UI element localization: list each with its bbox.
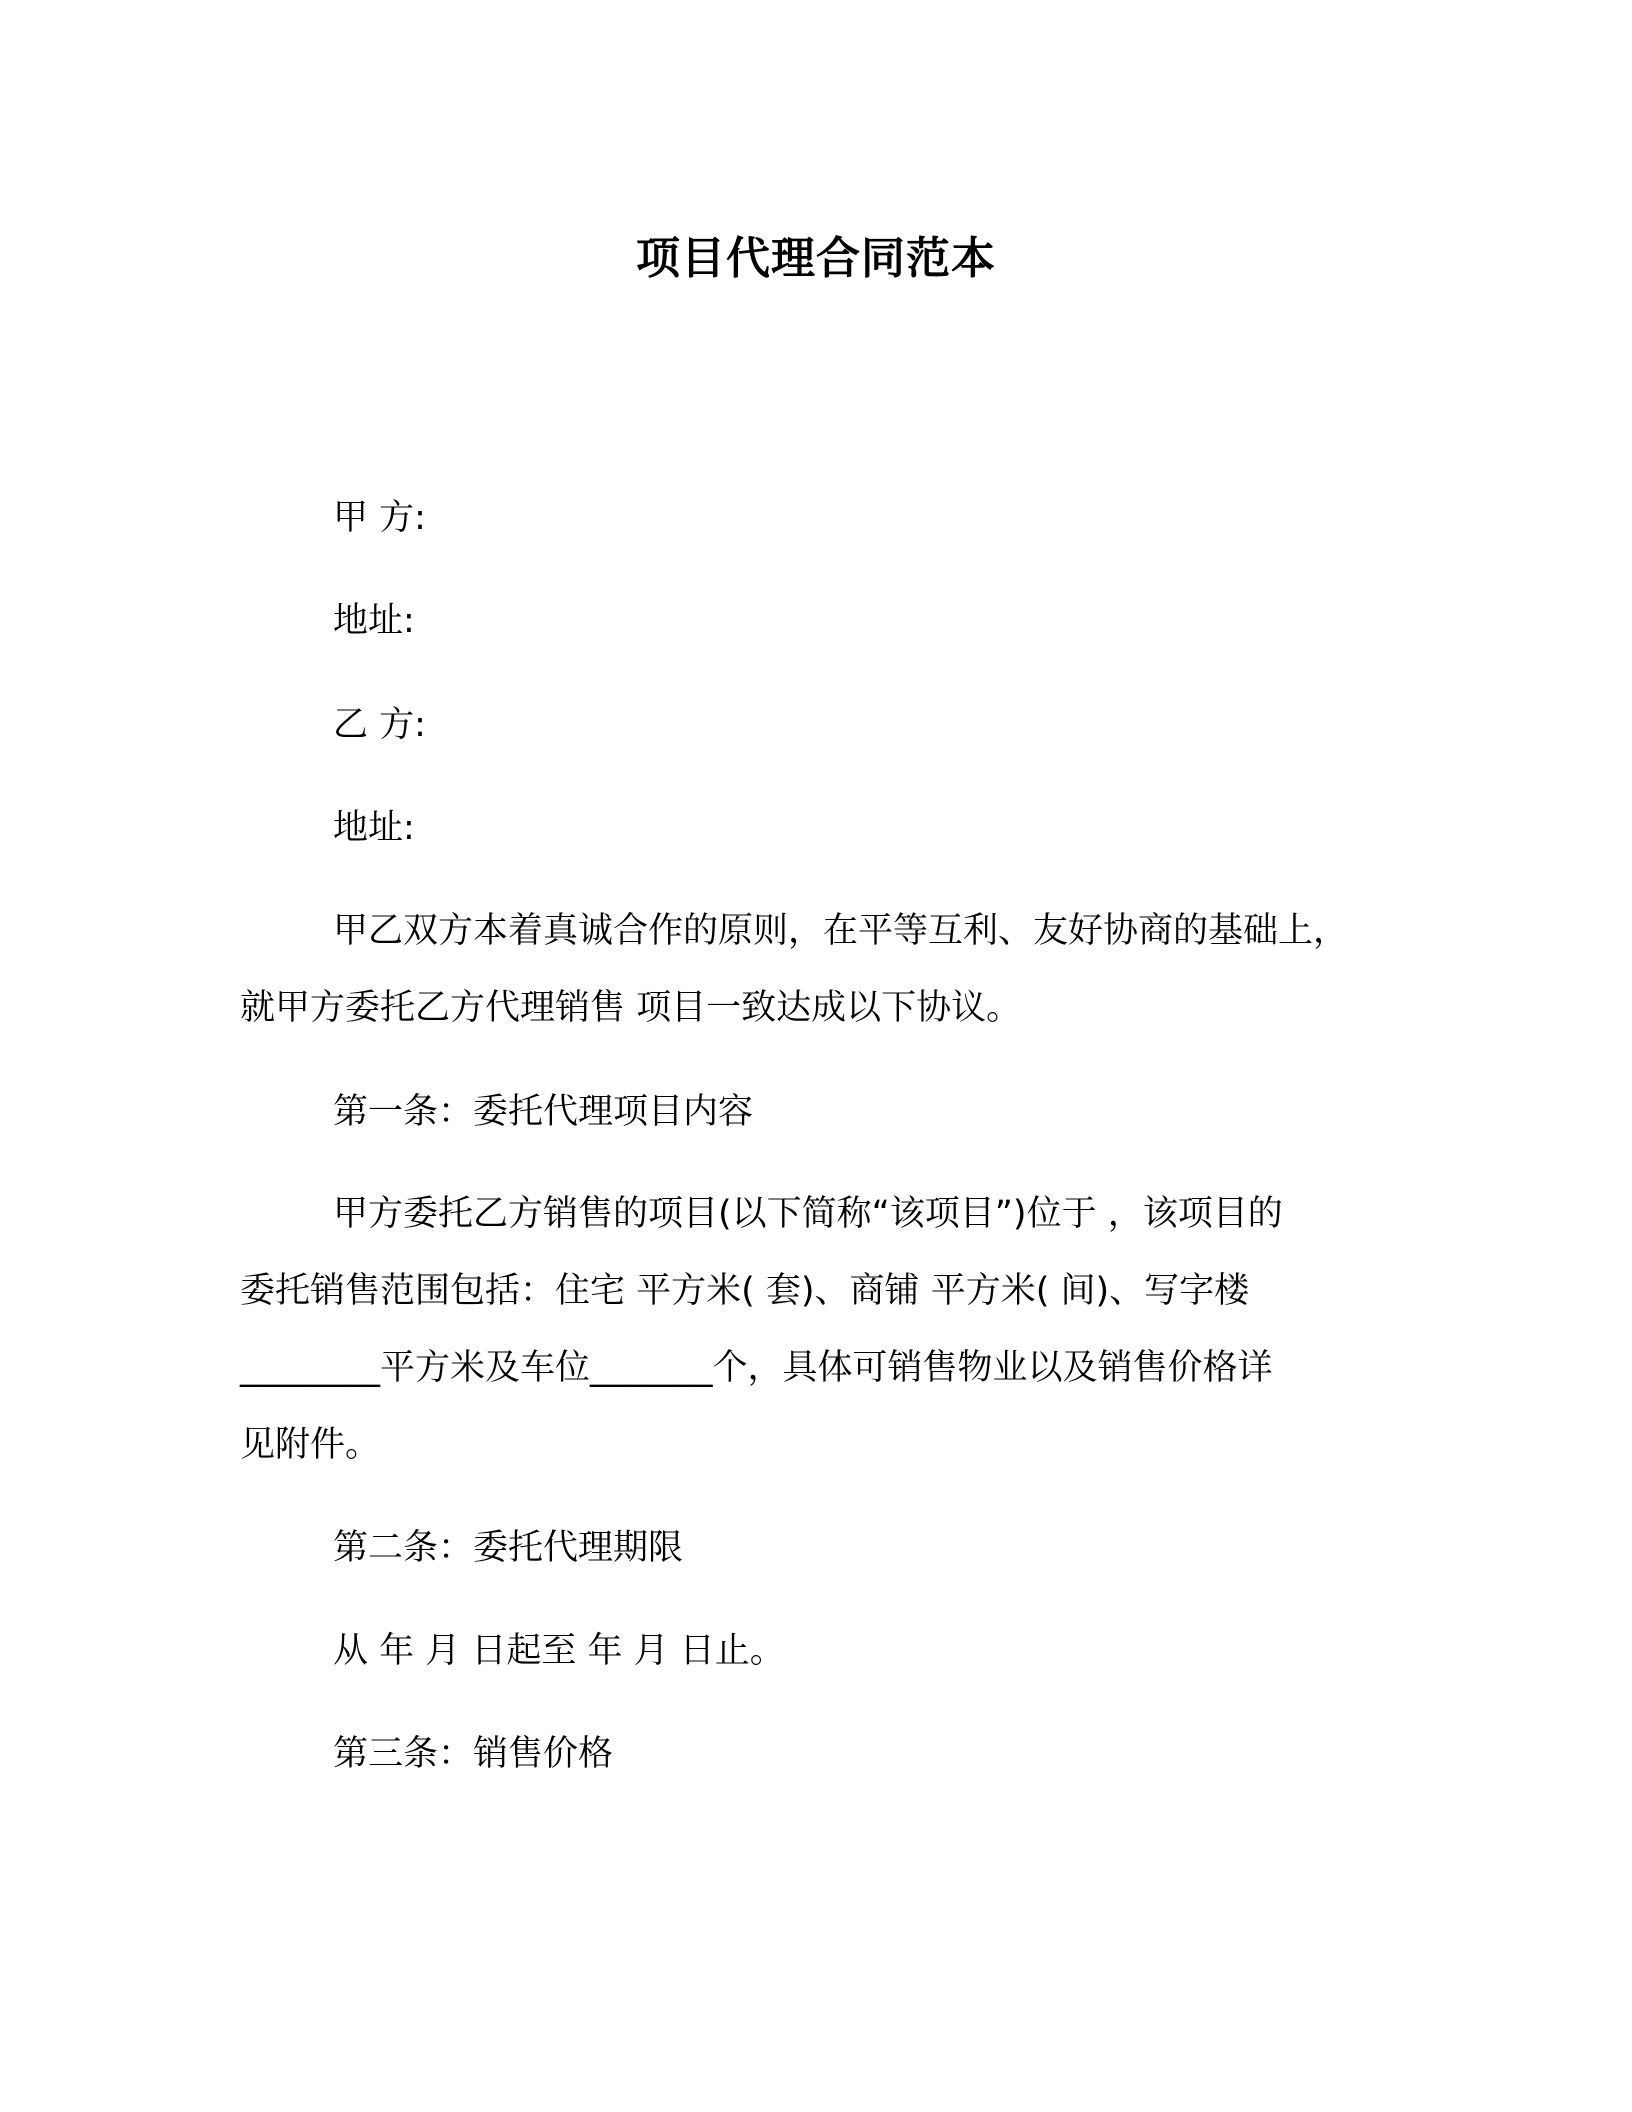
article-3-heading: 第三条：销售价格 [333, 1734, 614, 1774]
intro-line-1: 甲乙双方本着真诚合作的原则，在平等互利、友好协商的基础上， [333, 911, 1349, 951]
article-1-heading: 第一条：委托代理项目内容 [333, 1092, 754, 1132]
article-1-line-3: ________平方米及车位_______个，具体可销售物业以及销售价格详 [240, 1348, 1273, 1388]
article-1-line-2: 委托销售范围包括：住宅 平方米( 套)、商铺 平方米( 间)、写字楼 [240, 1271, 1250, 1311]
party-a-label: 甲 方: [333, 498, 426, 538]
party-b-address-label: 地址: [333, 808, 415, 848]
intro-line-2: 就甲方委托乙方代理销售 项目一致达成以下协议。 [240, 988, 1022, 1028]
party-a-address-label: 地址: [333, 601, 415, 641]
article-1-line-4: 见附件。 [240, 1425, 381, 1465]
document-title: 项目代理合同范本 [636, 233, 996, 284]
party-b-label: 乙 方: [333, 705, 426, 745]
article-2-line-1: 从 年 月 日起至 年 月 日止。 [333, 1631, 785, 1671]
article-1-line-1: 甲方委托乙方销售的项目(以下简称“该项目”)位于 ，该项目的 [333, 1194, 1283, 1234]
article-2-heading: 第二条：委托代理期限 [333, 1528, 684, 1568]
